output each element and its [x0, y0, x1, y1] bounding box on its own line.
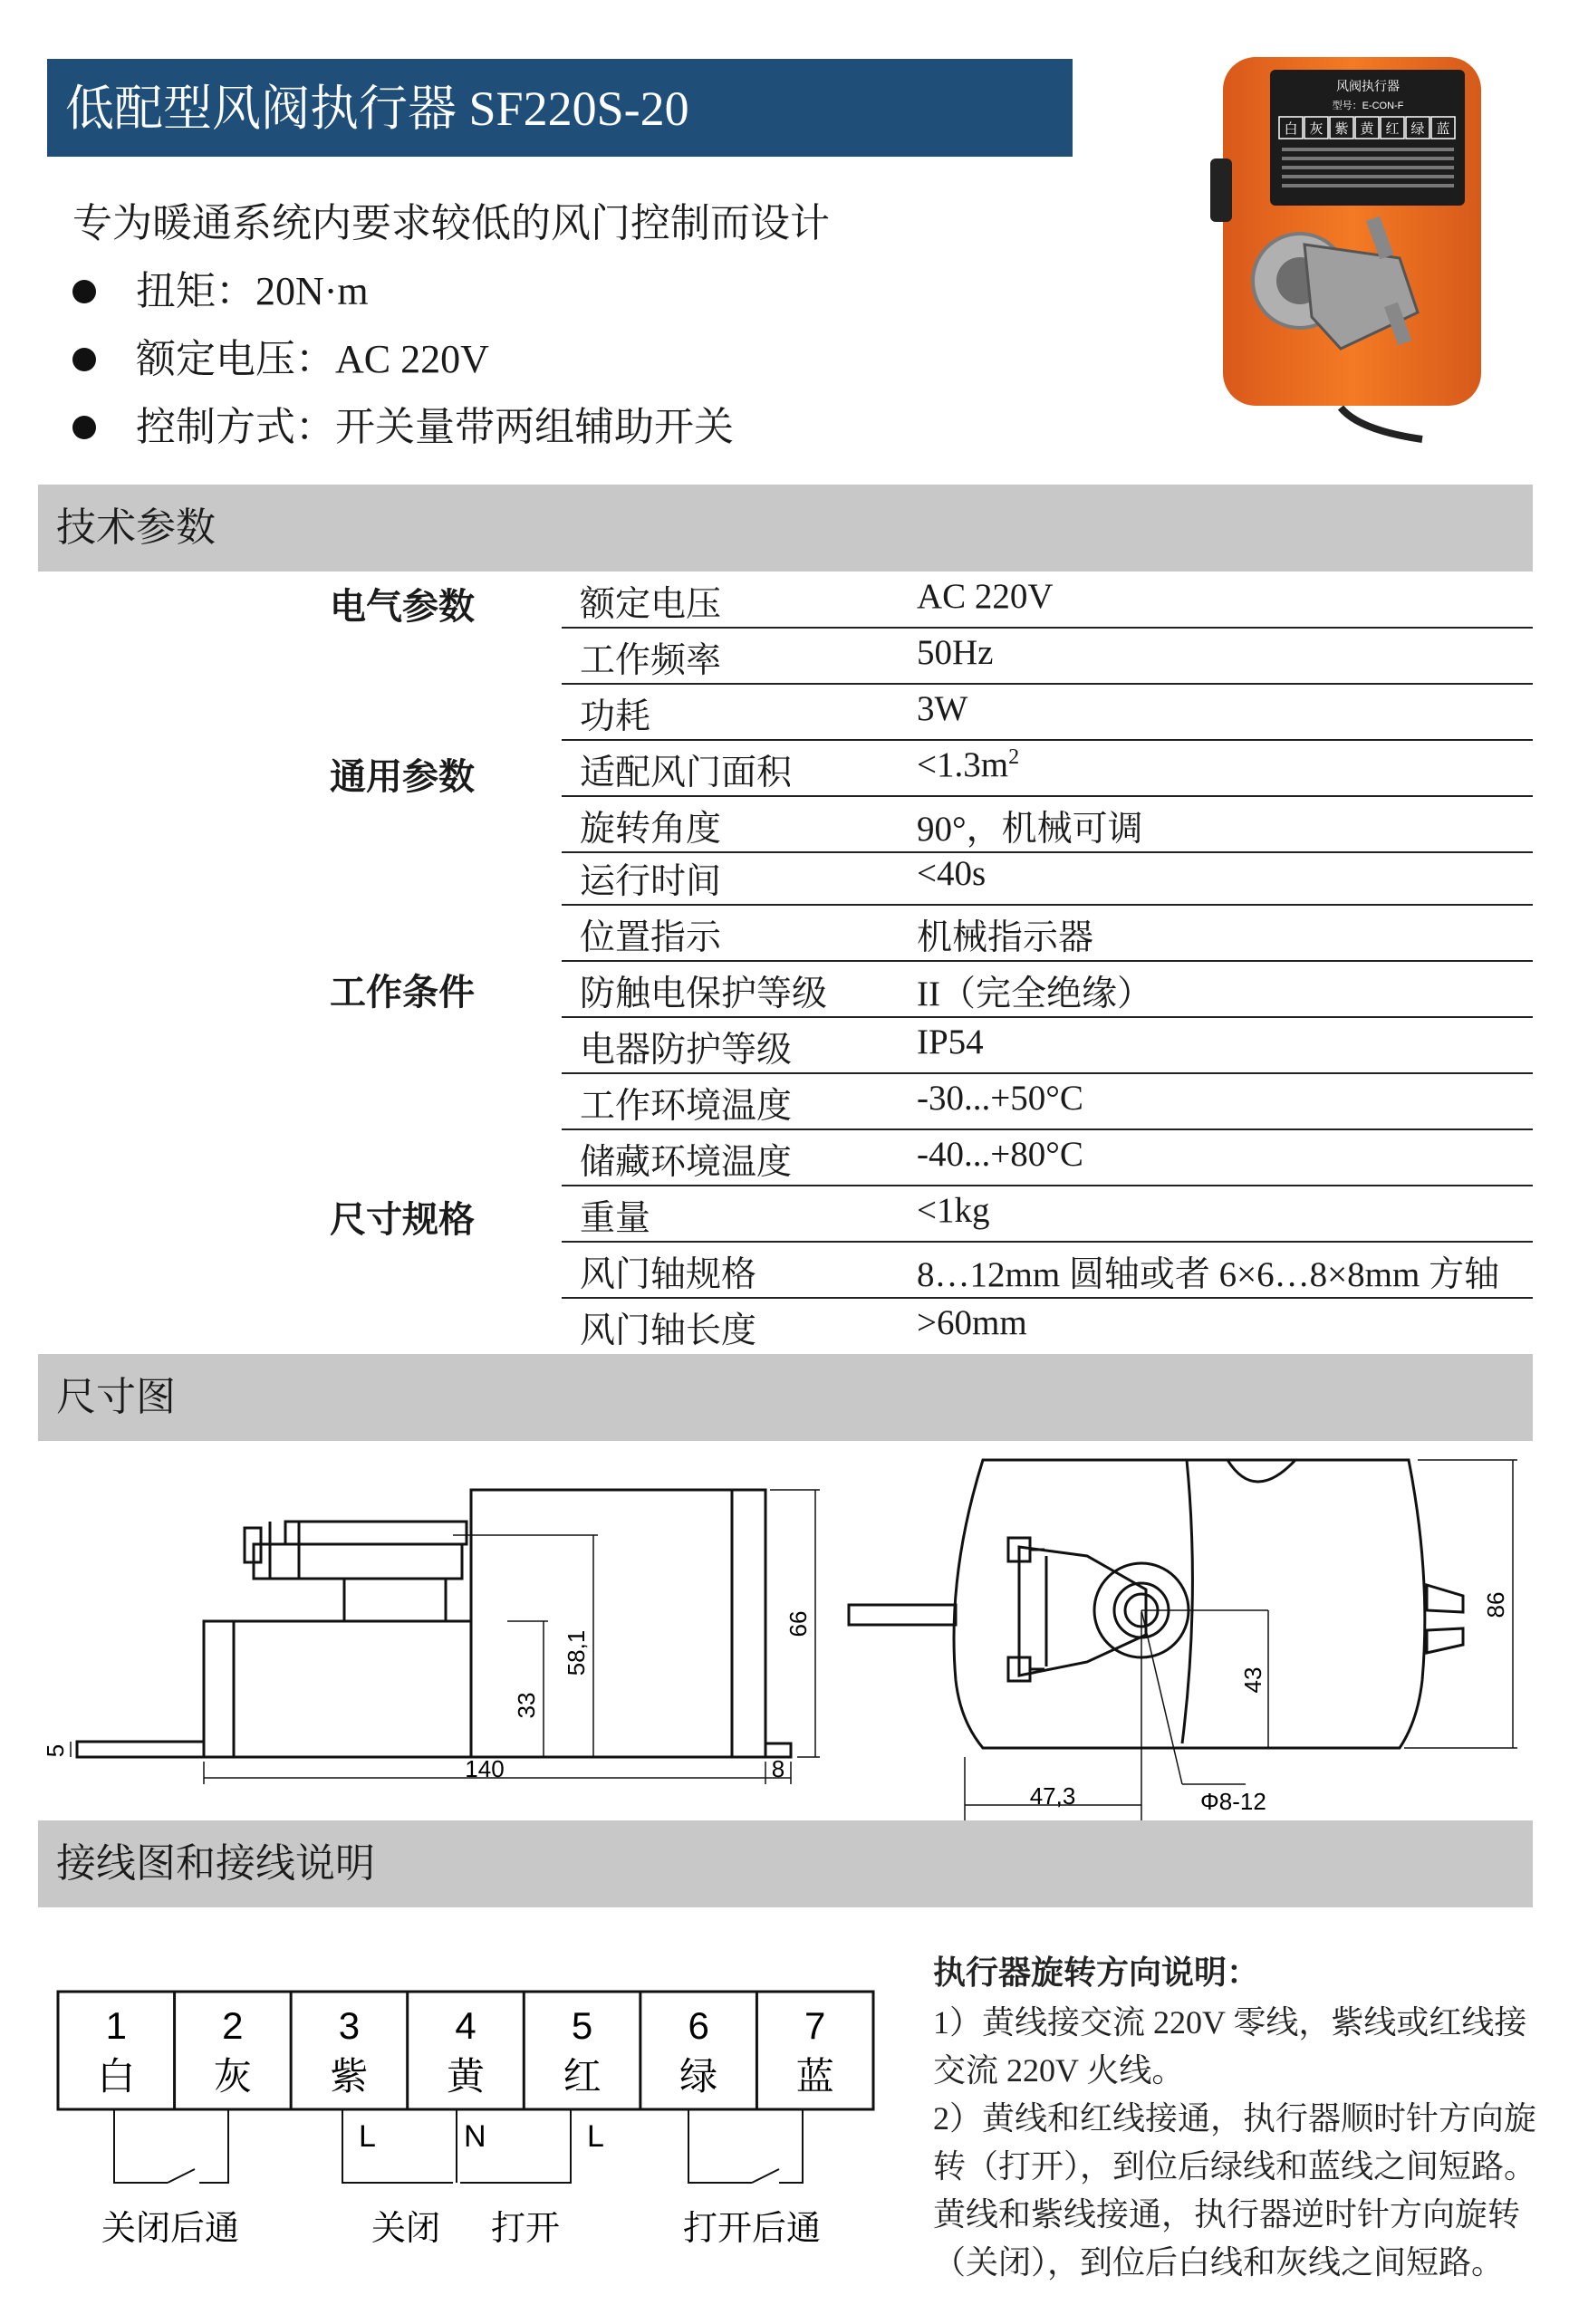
dim-lower-height: 33 — [513, 1692, 540, 1719]
bullet-voltage — [72, 326, 489, 384]
param-value-text: <1kg — [917, 1191, 990, 1230]
param-row — [562, 1241, 1533, 1299]
dim-width: 140 — [465, 1755, 505, 1782]
terminal-wire-color: 蓝 — [795, 2055, 834, 2098]
bullet-text: 控制方式：开关量带两组辅助开关 — [136, 405, 734, 449]
param-value-text: IP54 — [917, 1023, 984, 1061]
side-view-drawing — [42, 1472, 833, 1811]
rotation-note-line: 1）黄线接交流 220V 零线，紫线或红线接 — [933, 2004, 1527, 2041]
param-value — [917, 1134, 1083, 1175]
label-close-after: 关闭后通 — [101, 2210, 240, 2248]
param-value — [917, 1078, 1083, 1119]
group-dimensions: 尺寸规格 — [330, 1199, 475, 1240]
switch-close-after — [168, 2169, 195, 2183]
param-value-text: 机械指示器 — [917, 918, 1094, 957]
group-electrical: 电气参数 — [330, 586, 475, 627]
mark-live-close: L — [359, 2119, 376, 2154]
switch-open-after — [752, 2169, 779, 2183]
param-value — [917, 801, 1143, 851]
terminal-wire-color: 绿 — [679, 2055, 718, 2098]
terminal-wire-color: 灰 — [213, 2055, 252, 2098]
section-dims-title: 尺寸图 — [56, 1375, 176, 1419]
bullet-text: 扭矩：20N·m — [136, 269, 369, 313]
param-name: 适配风门面积 — [580, 754, 793, 792]
dim-shaft-height: 5 — [42, 1743, 69, 1758]
rotation-note-line: （关闭），到位后白线和灰线之间短路。 — [933, 2244, 1505, 2281]
rotation-note-line: 2）黄线和红线接通，执行器顺时针方向旋 — [933, 2100, 1537, 2137]
dim-total-height: 66 — [784, 1610, 812, 1637]
param-name: 位置指示 — [580, 918, 722, 957]
param-name: 储藏环境温度 — [580, 1143, 793, 1182]
param-value — [917, 853, 986, 894]
bullet-dot — [72, 280, 96, 303]
param-name: 重量 — [580, 1199, 651, 1238]
terminal-number: 6 — [688, 2004, 709, 2047]
terminal-wire-color: 紫 — [330, 2055, 369, 2098]
param-row — [562, 960, 1533, 1018]
bullet-text: 额定电压：AC 220V — [136, 337, 489, 381]
param-value — [917, 688, 967, 729]
group-conditions: 工作条件 — [330, 972, 475, 1013]
param-row — [562, 739, 1533, 797]
terminal-number: 5 — [571, 2004, 593, 2047]
label-open-after: 打开后通 — [682, 2210, 822, 2248]
rotation-notes-title: 执行器旋转方向说明： — [933, 1954, 1260, 1991]
param-row — [562, 795, 1533, 853]
wiring-diagram — [54, 1988, 888, 2278]
label-wire-color: 灰 — [1309, 121, 1324, 137]
label-wire-color: 绿 — [1410, 121, 1425, 137]
label-open: 打开 — [490, 2210, 561, 2248]
rotation-note-line: 转（打开），到位后绿线和蓝线之间短路。 — [933, 2148, 1537, 2185]
param-name: 电器防护等级 — [580, 1031, 793, 1070]
front-view-drawing — [838, 1449, 1540, 1815]
param-value-text: 8…12mm 圆轴或者 6×6…8×8mm 方轴 — [917, 1255, 1500, 1294]
terminal-wire-color: 黄 — [446, 2055, 486, 2098]
terminal-number: 4 — [455, 2004, 476, 2047]
rotation-note-line: 交流 220V 火线。 — [933, 2052, 1185, 2089]
param-name: 运行时间 — [580, 862, 722, 901]
param-row — [562, 1072, 1533, 1130]
param-value — [917, 965, 1152, 1016]
label-model: 型号：E-CON-F — [1332, 101, 1404, 111]
param-name: 旋转角度 — [580, 810, 722, 849]
param-value-text: -30...+50°C — [917, 1079, 1083, 1118]
dim-clamp-height: 58,1 — [563, 1629, 590, 1676]
bullet-dot — [72, 416, 96, 439]
section-dims-header — [38, 1354, 1533, 1441]
label-close: 关闭 — [371, 2210, 441, 2248]
dim-shaft-center-height: 43 — [1239, 1666, 1266, 1694]
label-wire-row — [1279, 117, 1455, 139]
param-row — [562, 683, 1533, 741]
param-row — [562, 1016, 1533, 1074]
param-name: 工作环境温度 — [580, 1087, 793, 1126]
dim-front-height: 86 — [1482, 1591, 1509, 1618]
param-row — [562, 1185, 1533, 1243]
terminal-number: 3 — [338, 2004, 361, 2047]
group-general: 通用参数 — [330, 756, 475, 797]
param-row — [562, 571, 1533, 629]
param-row — [562, 1297, 1533, 1353]
terminal-number: 7 — [804, 2004, 826, 2047]
param-name: 工作频率 — [580, 641, 722, 680]
param-value-text: 3W — [917, 689, 968, 728]
param-value-text: 50Hz — [917, 633, 994, 672]
param-name: 风门轴长度 — [580, 1311, 757, 1350]
bullet-torque — [72, 258, 369, 316]
terminal-number: 1 — [105, 2004, 127, 2047]
param-row — [562, 848, 1533, 906]
param-value-text: II（完全绝缘） — [917, 975, 1152, 1013]
product-photo — [1205, 50, 1513, 439]
section-tech-header — [38, 485, 1533, 571]
param-value — [917, 632, 993, 673]
terminal-number: 2 — [222, 2004, 244, 2047]
side-body-left — [204, 1621, 471, 1757]
label-wire-color: 红 — [1385, 121, 1400, 137]
terminal-wire-color: 白 — [97, 2055, 136, 2098]
param-value-text: -40...+80°C — [917, 1135, 1083, 1174]
param-name: 功耗 — [580, 697, 651, 736]
section-tech-title: 技术参数 — [56, 505, 216, 550]
param-value-text: AC 220V — [917, 577, 1054, 616]
label-wire-color: 白 — [1284, 121, 1298, 137]
param-value-superscript: 2 — [1008, 745, 1020, 769]
param-value-text: <40s — [917, 854, 987, 893]
bullet-control — [72, 394, 734, 452]
dim-shaft-diameter: Φ8-12 — [1200, 1788, 1266, 1815]
section-wiring-title: 接线图和接线说明 — [56, 1841, 375, 1886]
bullet-dot — [72, 348, 96, 371]
page-title: 低配型风阀执行器 SF220S-20 — [65, 82, 689, 136]
param-value — [917, 1246, 1499, 1297]
param-row — [562, 1128, 1533, 1186]
param-name: 防触电保护等级 — [580, 975, 828, 1013]
terminal-wire-color: 红 — [563, 2055, 602, 2098]
param-name: 额定电压 — [580, 585, 722, 624]
param-value — [917, 576, 1054, 617]
param-row — [562, 904, 1533, 962]
param-value-text: >60mm — [917, 1303, 1027, 1342]
rotation-note-line: 黄线和紫线接通，执行器逆时针方向旋转 — [933, 2196, 1521, 2233]
label-wire-color: 黄 — [1360, 121, 1374, 137]
label-wire-color: 紫 — [1334, 121, 1349, 137]
label-title: 风阀执行器 — [1336, 79, 1400, 93]
product-tagline: 专为暖通系统内要求较低的风门控制而设计 — [72, 201, 830, 245]
param-value — [917, 909, 1093, 960]
param-value-text: 90°，机械可调 — [917, 810, 1143, 849]
param-value — [917, 1022, 984, 1062]
dim-flange: 8 — [771, 1755, 785, 1782]
param-value — [917, 1190, 990, 1231]
param-name: 风门轴规格 — [580, 1255, 757, 1294]
mark-live-open: L — [587, 2119, 604, 2154]
dim-shaft-offset: 47,3 — [1029, 1782, 1076, 1810]
mark-neutral: N — [464, 2119, 486, 2154]
param-value-text: <1.3m — [917, 745, 1009, 784]
param-value — [917, 1302, 1027, 1343]
param-row — [562, 627, 1533, 685]
param-value — [917, 744, 1019, 785]
label-wire-color: 蓝 — [1436, 121, 1450, 137]
